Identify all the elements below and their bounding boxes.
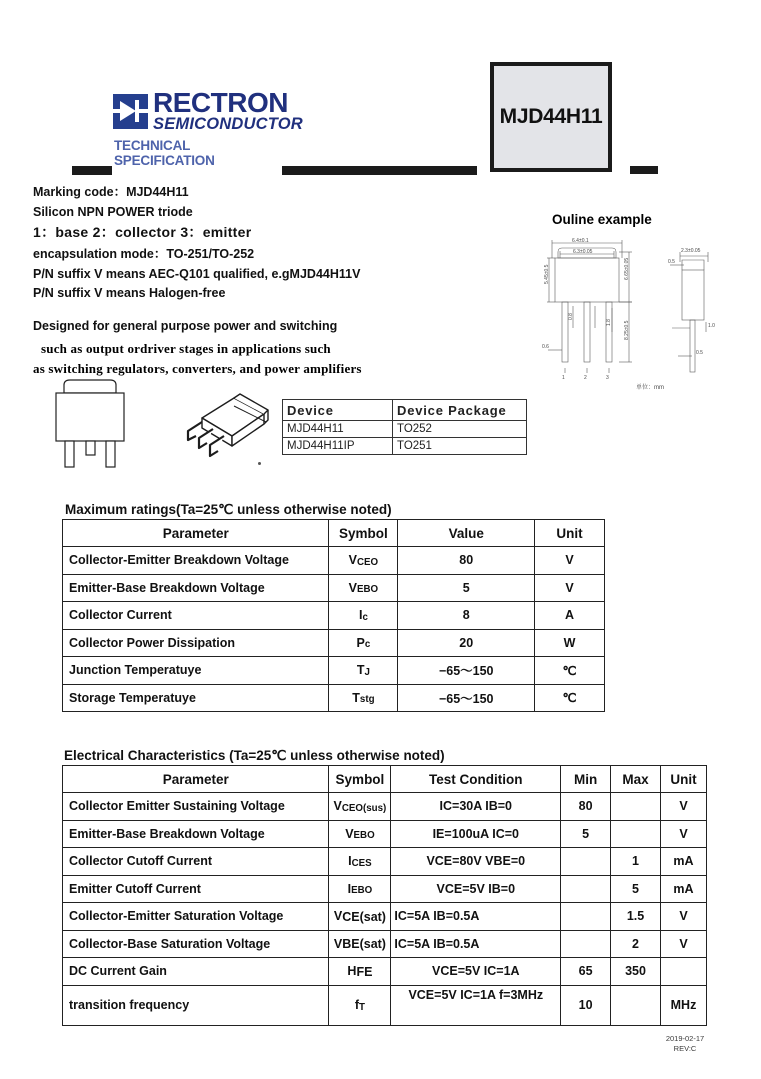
symbol-cell: $f_T$	[329, 985, 391, 1025]
col-test-condition: Test Condition	[391, 766, 561, 793]
col-symbol: Symbol	[329, 520, 398, 547]
table-row	[63, 657, 605, 685]
product-description	[33, 186, 503, 378]
header-rule-right	[630, 166, 658, 174]
symbol-cell: $V_{CEO(sus)}$	[329, 793, 391, 821]
dim-height-right: 6.65±0.05	[624, 257, 630, 280]
outline-example-title: Ouline example	[552, 212, 652, 227]
min-cell: 10	[561, 985, 611, 1025]
electrical-characteristics-body	[63, 793, 707, 1026]
symbol-cell: $H_{FE}$	[329, 958, 391, 986]
value-cell: 20	[398, 629, 535, 657]
max-cell	[611, 820, 661, 848]
pin-label-2: 2	[584, 375, 587, 381]
value-cell: −65～150	[398, 657, 535, 685]
table-header-row	[63, 766, 707, 793]
pin-label-1: 1	[562, 375, 565, 381]
package-front-view-image	[46, 375, 141, 475]
symbol-cell: $V_{EBO}$	[329, 820, 391, 848]
unit-cell: MHz	[661, 985, 707, 1025]
diode-logo-icon	[113, 94, 148, 129]
table-row	[63, 820, 707, 848]
header-rule-left	[72, 166, 112, 175]
electrical-characteristics-table	[62, 765, 707, 1026]
min-cell: 80	[561, 793, 611, 821]
table-row	[63, 629, 605, 657]
electrical-characteristics-title: Electrical Characteristics (Ta=25℃ unless otherwise noted)	[64, 748, 445, 763]
parameter-cell: Emitter-Base Breakdown Voltage	[63, 574, 329, 602]
value-cell: −65～150	[398, 684, 535, 712]
max-cell: 2	[611, 930, 661, 958]
symbol-cell: $V_{CE(sat)}$	[329, 903, 391, 931]
parameter-cell: Junction Temperatuye	[63, 657, 329, 685]
test-condition-cell: VCE=80V VBE=0	[391, 848, 561, 876]
max-cell	[611, 793, 661, 821]
unit-cell: V	[535, 574, 605, 602]
halogen-suffix-line: P/N suffix V means Halogen-free	[33, 286, 226, 300]
description-spacer	[33, 307, 503, 320]
col-min: Min	[561, 766, 611, 793]
unit-cell: mA	[661, 848, 707, 876]
table-row	[63, 547, 605, 575]
min-cell	[561, 848, 611, 876]
table-row	[283, 421, 527, 438]
package-cell: TO252	[393, 421, 527, 438]
symbol-cell: $I_{CES}$	[329, 848, 391, 876]
parameter-cell: DC Current Gain	[63, 958, 329, 986]
dim-lead-length: 8.25±0.5	[624, 320, 630, 340]
col-value: Value	[398, 520, 535, 547]
unit-cell: ℃	[535, 657, 605, 685]
encapsulation-line: encapsulation mode：TO-251/TO-252	[33, 247, 255, 261]
table-row	[63, 602, 605, 630]
table-row	[63, 574, 605, 602]
value-cell: 5	[398, 574, 535, 602]
unit-cell: V	[661, 903, 707, 931]
page-header	[0, 55, 761, 185]
device-header: Device	[283, 400, 393, 421]
max-cell: 1	[611, 848, 661, 876]
company-name: RECTRON	[153, 87, 288, 118]
unit-cell: ℃	[535, 684, 605, 712]
dim-width-outer: 6.4±0.1	[572, 238, 589, 244]
test-condition-cell: IC=5A IB=0.5A	[391, 903, 561, 931]
designed-for-line: Designed for general purpose power and switching	[33, 318, 338, 333]
symbol-cell: $V_{BE(sat)}$	[329, 930, 391, 958]
parameter-cell: Collector Emitter Sustaining Voltage	[63, 793, 329, 821]
applications-line-1: such as output ordriver stages in applications such	[41, 341, 331, 356]
dim-height-left: 5.45±0.5	[544, 264, 550, 284]
symbol-cell: $I_{EBO}$	[329, 875, 391, 903]
max-cell: 1.5	[611, 903, 661, 931]
parameter-cell: Storage Temperatuye	[63, 684, 329, 712]
company-logo	[113, 87, 303, 169]
max-ratings-table	[62, 519, 605, 712]
table-row	[63, 684, 605, 712]
decorative-dot	[258, 462, 261, 465]
max-cell	[611, 985, 661, 1025]
max-ratings-body	[63, 547, 605, 712]
value-cell: 8	[398, 602, 535, 630]
table-row	[63, 903, 707, 931]
dim-internal-2: 1.8	[606, 319, 612, 326]
test-condition-cell: IE=100uA IC=0	[391, 820, 561, 848]
dim-internal-1: 0.8	[568, 313, 574, 320]
unit-cell: W	[535, 629, 605, 657]
test-condition-cell: VCE=5V IB=0	[391, 875, 561, 903]
device-package-table	[282, 399, 527, 455]
col-unit: Unit	[661, 766, 707, 793]
test-condition-cell: IC=5A IB=0.5A	[391, 930, 561, 958]
pinout-line: 1：base 2：collector 3：emitter	[33, 224, 252, 240]
unit-cell	[661, 958, 707, 986]
part-number-box	[490, 62, 612, 172]
test-condition-cell: IC=30A IB=0	[391, 793, 561, 821]
table-row	[63, 848, 707, 876]
table-row	[63, 985, 707, 1025]
unit-note: 单位：mm	[636, 385, 664, 391]
dim-side-bottom: 0.5	[696, 350, 703, 356]
symbol-cell: $P_c$	[329, 629, 398, 657]
part-number-text: MJD44H11	[499, 105, 603, 128]
dim-side-left: 0.5	[668, 259, 675, 265]
col-unit: Unit	[535, 520, 605, 547]
parameter-cell: Collector-Base Saturation Voltage	[63, 930, 329, 958]
unit-cell: V	[535, 547, 605, 575]
package-cell: TO251	[393, 438, 527, 455]
test-condition-cell: VCE=5V IC=1A f=3MHz	[391, 985, 561, 1025]
footer-revision: REV:C	[673, 1044, 697, 1054]
col-max: Max	[611, 766, 661, 793]
unit-cell: V	[661, 820, 707, 848]
package-3d-view-image	[172, 388, 272, 473]
max-ratings-title: Maximum ratings(Ta=25℃ unless otherwise noted)	[65, 502, 392, 517]
col-parameter: Parameter	[63, 766, 329, 793]
min-cell: 5	[561, 820, 611, 848]
marking-code-line: Marking code：MJD44H11	[33, 185, 189, 199]
max-cell: 350	[611, 958, 661, 986]
parameter-cell: Collector-Emitter Breakdown Voltage	[63, 547, 329, 575]
outline-drawing	[540, 232, 755, 392]
symbol-cell: $T_J$	[329, 657, 398, 685]
test-condition-cell: VCE=5V IC=1A	[391, 958, 561, 986]
unit-cell: V	[661, 930, 707, 958]
symbol-cell: $T_{stg}$	[329, 684, 398, 712]
table-row	[63, 875, 707, 903]
dim-side-mid: 1.0	[708, 323, 715, 329]
col-parameter: Parameter	[63, 520, 329, 547]
unit-cell: V	[661, 793, 707, 821]
parameter-cell: Collector Current	[63, 602, 329, 630]
symbol-cell: $V_{EBO}$	[329, 574, 398, 602]
company-tagline: SEMICONDUCTOR	[153, 115, 303, 134]
device-package-header: Device Package	[393, 400, 527, 421]
header-rule-middle	[282, 166, 477, 175]
dim-lead-width: 0.6	[542, 344, 549, 350]
min-cell	[561, 903, 611, 931]
dim-width-inner: 6.3±0.05	[573, 249, 593, 255]
footer-date: 2019-02-17	[665, 1034, 705, 1043]
col-symbol: Symbol	[329, 766, 391, 793]
max-cell: 5	[611, 875, 661, 903]
unit-cell: A	[535, 602, 605, 630]
document-type-label: TECHNICAL SPECIFICATION	[114, 138, 215, 169]
table-row	[63, 930, 707, 958]
device-cell: MJD44H11	[283, 421, 393, 438]
device-type-line: Silicon NPN POWER triode	[33, 204, 193, 219]
min-cell	[561, 875, 611, 903]
symbol-cell: $I_c$	[329, 602, 398, 630]
dim-side-top: 2.3±0.05	[681, 248, 701, 254]
unit-cell: mA	[661, 875, 707, 903]
table-header-row	[63, 520, 605, 547]
parameter-cell: Collector-Emitter Saturation Voltage	[63, 903, 329, 931]
min-cell: 65	[561, 958, 611, 986]
table-row	[63, 958, 707, 986]
device-cell: MJD44H11IP	[283, 438, 393, 455]
table-row	[63, 793, 707, 821]
pin-label-3: 3	[606, 375, 609, 381]
parameter-cell: Collector Power Dissipation	[63, 629, 329, 657]
table-row	[283, 438, 527, 455]
table-header-row	[283, 400, 527, 421]
min-cell	[561, 930, 611, 958]
parameter-cell: transition frequency	[63, 985, 329, 1025]
applications-line-2: as switching regulators, converters, and power amplifiers	[33, 360, 362, 376]
aec-suffix-line: P/N suffix V means AEC-Q101 qualified, e.gMJD44H11V	[33, 266, 361, 281]
value-cell: 80	[398, 547, 535, 575]
parameter-cell: Emitter Cutoff Current	[63, 875, 329, 903]
parameter-cell: Collector Cutoff Current	[63, 848, 329, 876]
parameter-cell: Emitter-Base Breakdown Voltage	[63, 820, 329, 848]
symbol-cell: $V_{CEO}$	[329, 547, 398, 575]
page-footer	[645, 1034, 725, 1054]
